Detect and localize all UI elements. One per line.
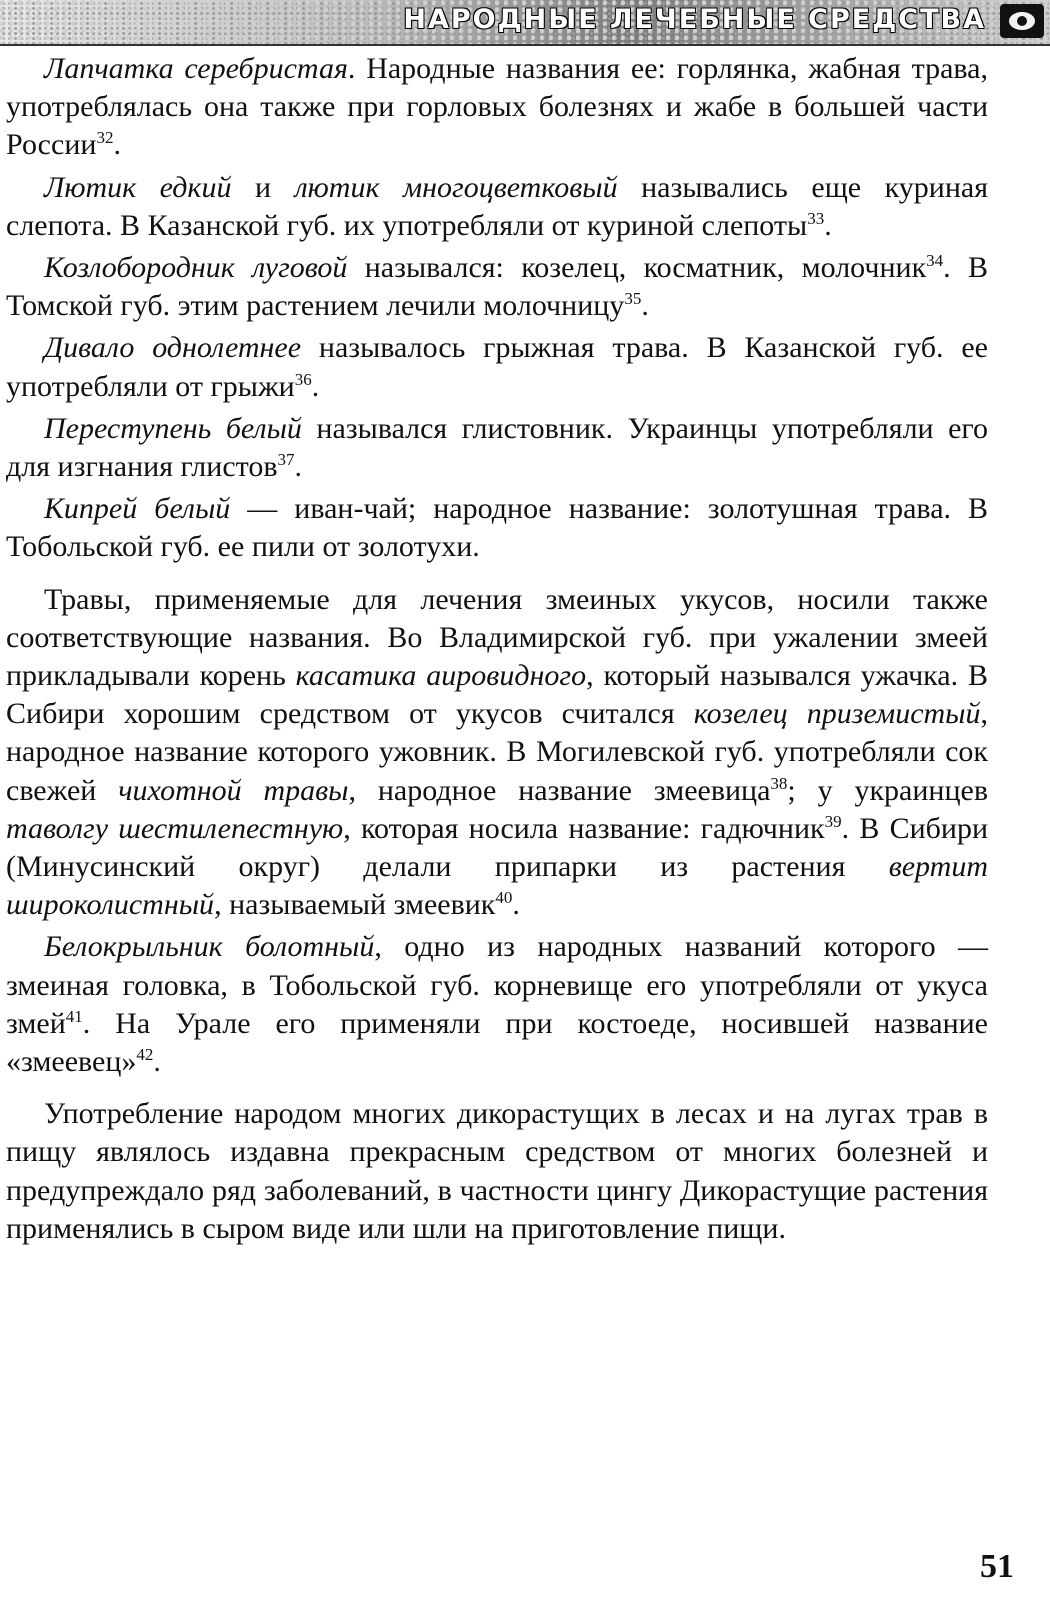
paragraph-belokrylnik <box>6 928 988 1081</box>
plant-name: Кипрей белый <box>44 492 231 526</box>
paragraph-text: , которая носила название: гадючник <box>343 811 825 845</box>
paragraph-text: , который назывался ужачка. В Сибири хорошим средством от укусов считался <box>6 659 989 731</box>
paragraph-kozloborodnik <box>6 249 988 325</box>
paragraph-text: называлось грыжная трава. В Казанской губ. ее употребляли от грыжи <box>6 331 988 403</box>
eye-icon <box>1000 4 1044 38</box>
paragraph-text: , называемый змеевик <box>214 888 496 922</box>
footnote-ref: 36 <box>294 369 312 389</box>
page-number: 51 <box>980 1548 1014 1585</box>
paragraph-divalo <box>6 329 988 405</box>
running-header-title: НАРОДНЫЕ ЛЕЧЕБНЫЕ СРЕДСТВА <box>403 4 986 35</box>
paragraph-text: . <box>641 289 649 323</box>
paragraph-text: . <box>311 369 320 403</box>
running-header <box>0 0 1050 46</box>
paragraph-snake-bite-herbs <box>6 581 988 925</box>
footnote-ref: 42 <box>136 1045 154 1065</box>
footnote-ref: 38 <box>770 773 788 793</box>
paragraph-text: . <box>824 208 832 242</box>
eye-pupil <box>1017 16 1027 26</box>
paragraph-text: , народное название которого ужовник. В Могилевской губ. употребляли сок свежей <box>6 697 988 807</box>
page-body <box>6 50 988 1252</box>
plant-name: вертит широколистный <box>6 850 988 922</box>
eye-white <box>1009 12 1035 30</box>
footnote-ref: 32 <box>96 128 114 148</box>
paragraph-text: . <box>113 128 121 162</box>
paragraph-lyutik <box>6 169 988 245</box>
paragraph-wild-plants-food <box>6 1095 988 1248</box>
plant-name: Белокрыльник болотный <box>44 930 375 964</box>
footnote-ref: 37 <box>277 450 295 470</box>
plant-name: Лютик едкий <box>44 170 232 204</box>
paragraph-kiprey <box>6 490 988 566</box>
paragraph-text: — иван-чай; народное название: золотушная трава. В Тобольской губ. ее пили от золотухи. <box>6 492 989 564</box>
paragraph-text: . На Урале его применяли при костоеде, носившей название «змеевец» <box>6 1006 988 1079</box>
paragraph-text: . <box>153 1045 161 1079</box>
footnote-ref: 35 <box>624 289 642 309</box>
plant-name: козелец приземистый <box>693 697 981 731</box>
plant-name: Лапчатка серебристая <box>44 52 348 85</box>
paragraph-text: , одно из народных названий которого — змеиная головка, в Тобольской губ. корневище его употребляли от укуса змей <box>6 930 988 1040</box>
paragraph-text: назывался: козелец, косматник, молочник <box>347 251 927 285</box>
plant-name: Переступень белый <box>44 411 302 445</box>
footnote-ref: 41 <box>65 1006 83 1026</box>
paragraph-text: . Народные названия ее: горлянка, жабная трава, употреблялась она также при горловых болезнях и жабе в большей части России <box>6 52 988 162</box>
paragraph-lapchatka <box>6 50 988 165</box>
footnote-ref: 40 <box>495 888 513 908</box>
plant-name: Козлобородник луговой <box>44 251 348 285</box>
paragraph-text: , народное название змеевица <box>348 773 771 807</box>
paragraph-text: назывался глистовник. Украинцы употребляли его для изгнания глистов <box>6 411 988 484</box>
paragraph-text: . <box>512 888 520 922</box>
paragraph-text: ; у украинцев <box>787 773 989 807</box>
footnote-ref: 39 <box>824 811 842 831</box>
paragraph-text: . В Сибири (Минусинский округ) делали припарки из растения <box>6 811 989 884</box>
paragraph-text: . <box>294 450 303 484</box>
paragraph-text: Употребление народом многих дикорастущих в лесах и на лугах трав в пищу являлось издавна прекрасным средством от многих болезней и предупреждало ряд заболеваний, в частности цингу Дикорастущие растения применялись в сыром виде или шли на приготовление пищи. <box>6 1097 988 1245</box>
paragraph-perestupen <box>6 410 988 486</box>
paragraph-text: и <box>231 170 295 204</box>
plant-name: касатика аировидного <box>295 659 587 693</box>
footnote-ref: 33 <box>807 208 825 228</box>
plant-name: Дивало однолетнее <box>44 331 302 365</box>
plant-name: таволгу шестилепестную <box>6 811 344 845</box>
paragraph-text: . В Томской губ. этим растением лечили молочницу <box>6 251 988 323</box>
plant-name: лютик многоцветковый <box>294 170 618 204</box>
paragraph-text: назывались еще куриная слепота. В Казанской губ. их употребляли от куриной слепоты <box>6 170 988 242</box>
paragraph-text: Травы, применяемые для лечения змеиных укусов, носили также соответствующие названия. Во Владимирской губ. при ужалении змеей прикладывали корень <box>6 582 988 693</box>
footnote-ref: 34 <box>926 251 944 271</box>
plant-name: чихотной травы <box>118 773 349 807</box>
